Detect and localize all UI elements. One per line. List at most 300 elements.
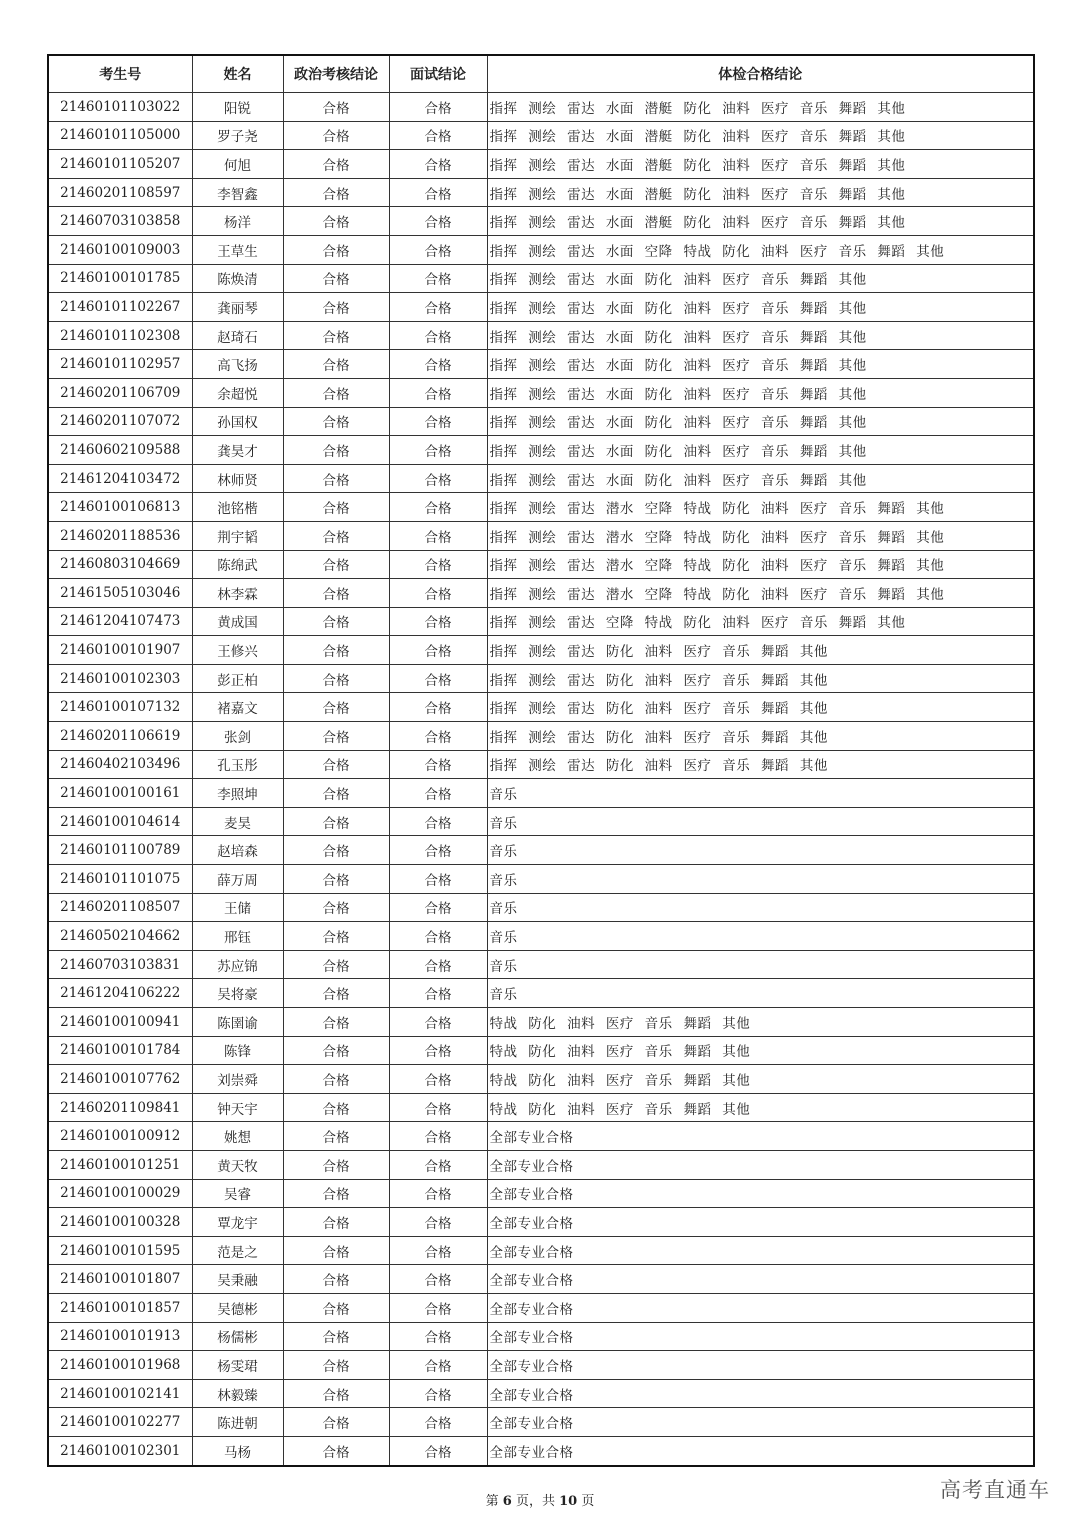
cell-physical-exam: 指挥 测绘 雷达 水面 防化 油料 医疗 音乐 舞蹈 其他 <box>487 464 1034 493</box>
header-exam-number: 考生号 <box>48 55 192 93</box>
table-row <box>48 979 1034 1008</box>
cell-exam-number: 21460100102303 <box>48 664 192 693</box>
watermark-text: 高考直通车 <box>940 1478 1050 1502</box>
cell-interview: 合格 <box>389 207 487 236</box>
cell-exam-number: 21460100101807 <box>48 1265 192 1294</box>
table-row <box>48 436 1034 465</box>
cell-name: 陈焕清 <box>192 264 283 293</box>
cell-political-review: 合格 <box>283 1379 389 1408</box>
cell-physical-exam: 特战 防化 油料 医疗 音乐 舞蹈 其他 <box>487 1008 1034 1037</box>
cell-physical-exam: 指挥 测绘 雷达 空降 特战 防化 油料 医疗 音乐 舞蹈 其他 <box>487 607 1034 636</box>
cell-physical-exam: 指挥 测绘 雷达 防化 油料 医疗 音乐 舞蹈 其他 <box>487 693 1034 722</box>
cell-exam-number: 21460100101857 <box>48 1293 192 1322</box>
cell-political-review: 合格 <box>283 464 389 493</box>
cell-physical-exam: 全部专业合格 <box>487 1122 1034 1151</box>
cell-political-review: 合格 <box>283 550 389 579</box>
cell-exam-number: 21460100100912 <box>48 1122 192 1151</box>
table-row <box>48 1065 1034 1094</box>
cell-physical-exam: 指挥 测绘 雷达 潜水 空降 特战 防化 油料 医疗 音乐 舞蹈 其他 <box>487 579 1034 608</box>
cell-name: 褚嘉文 <box>192 693 283 722</box>
cell-name: 王修兴 <box>192 636 283 665</box>
table-row <box>48 1408 1034 1437</box>
cell-physical-exam: 指挥 测绘 雷达 水面 空降 特战 防化 油料 医疗 音乐 舞蹈 其他 <box>487 235 1034 264</box>
cell-physical-exam: 指挥 测绘 雷达 水面 潜艇 防化 油料 医疗 音乐 舞蹈 其他 <box>487 178 1034 207</box>
table-row <box>48 1322 1034 1351</box>
cell-interview: 合格 <box>389 1293 487 1322</box>
cell-physical-exam: 音乐 <box>487 865 1034 894</box>
cell-name: 孙国权 <box>192 407 283 436</box>
cell-interview: 合格 <box>389 693 487 722</box>
cell-name: 杨洋 <box>192 207 283 236</box>
cell-interview: 合格 <box>389 436 487 465</box>
cell-political-review: 合格 <box>283 607 389 636</box>
cell-political-review: 合格 <box>283 1265 389 1294</box>
footer-prefix: 第 <box>485 1494 499 1509</box>
cell-physical-exam: 全部专业合格 <box>487 1351 1034 1380</box>
cell-interview: 合格 <box>389 1179 487 1208</box>
cell-name: 邢钰 <box>192 922 283 951</box>
cell-physical-exam: 全部专业合格 <box>487 1150 1034 1179</box>
cell-political-review: 合格 <box>283 664 389 693</box>
cell-name: 范是之 <box>192 1236 283 1265</box>
cell-political-review: 合格 <box>283 750 389 779</box>
cell-physical-exam: 指挥 测绘 雷达 水面 潜艇 防化 油料 医疗 音乐 舞蹈 其他 <box>487 93 1034 122</box>
cell-interview: 合格 <box>389 979 487 1008</box>
cell-exam-number: 21460100102141 <box>48 1379 192 1408</box>
cell-political-review: 合格 <box>283 521 389 550</box>
cell-physical-exam: 全部专业合格 <box>487 1436 1034 1465</box>
table-row <box>48 1122 1034 1151</box>
cell-physical-exam: 指挥 测绘 雷达 潜水 空降 特战 防化 油料 医疗 音乐 舞蹈 其他 <box>487 521 1034 550</box>
cell-exam-number: 21460101105207 <box>48 150 192 179</box>
cell-exam-number: 21460100101595 <box>48 1236 192 1265</box>
cell-political-review: 合格 <box>283 1065 389 1094</box>
table-row <box>48 865 1034 894</box>
cell-physical-exam: 指挥 测绘 雷达 潜水 空降 特战 防化 油料 医疗 音乐 舞蹈 其他 <box>487 493 1034 522</box>
cell-political-review: 合格 <box>283 1008 389 1037</box>
table-row <box>48 1179 1034 1208</box>
cell-physical-exam: 指挥 测绘 雷达 水面 防化 油料 医疗 音乐 舞蹈 其他 <box>487 378 1034 407</box>
cell-interview: 合格 <box>389 750 487 779</box>
cell-physical-exam: 全部专业合格 <box>487 1236 1034 1265</box>
table-row <box>48 1436 1034 1465</box>
cell-political-review: 合格 <box>283 493 389 522</box>
cell-physical-exam: 全部专业合格 <box>487 1293 1034 1322</box>
cell-physical-exam: 指挥 测绘 雷达 防化 油料 医疗 音乐 舞蹈 其他 <box>487 722 1034 751</box>
cell-interview: 合格 <box>389 779 487 808</box>
table-row <box>48 579 1034 608</box>
cell-interview: 合格 <box>389 264 487 293</box>
table-row <box>48 893 1034 922</box>
cell-exam-number: 21460602109588 <box>48 436 192 465</box>
cell-name: 林李霖 <box>192 579 283 608</box>
cell-physical-exam: 音乐 <box>487 807 1034 836</box>
cell-political-review: 合格 <box>283 436 389 465</box>
cell-interview: 合格 <box>389 1208 487 1237</box>
cell-name: 何旭 <box>192 150 283 179</box>
cell-exam-number: 21460201106619 <box>48 722 192 751</box>
cell-name: 余超悦 <box>192 378 283 407</box>
cell-political-review: 合格 <box>283 378 389 407</box>
table-row <box>48 922 1034 951</box>
cell-name: 林师贤 <box>192 464 283 493</box>
cell-physical-exam: 特战 防化 油料 医疗 音乐 舞蹈 其他 <box>487 1065 1034 1094</box>
cell-exam-number: 21460100101784 <box>48 1036 192 1065</box>
table-header-row <box>48 55 1034 93</box>
footer-total-pages: 10 <box>559 1494 578 1509</box>
header-name: 姓名 <box>192 55 283 93</box>
cell-political-review: 合格 <box>283 1036 389 1065</box>
table-row <box>48 1036 1034 1065</box>
cell-exam-number: 21460703103831 <box>48 950 192 979</box>
cell-political-review: 合格 <box>283 922 389 951</box>
header-physical-exam: 体检合格结论 <box>487 55 1034 93</box>
cell-physical-exam: 特战 防化 油料 医疗 音乐 舞蹈 其他 <box>487 1036 1034 1065</box>
table-row <box>48 93 1034 122</box>
cell-exam-number: 21461204106222 <box>48 979 192 1008</box>
cell-political-review: 合格 <box>283 150 389 179</box>
cell-political-review: 合格 <box>283 893 389 922</box>
cell-name: 龚丽琴 <box>192 293 283 322</box>
cell-exam-number: 21460100101907 <box>48 636 192 665</box>
cell-interview: 合格 <box>389 407 487 436</box>
cell-political-review: 合格 <box>283 207 389 236</box>
cell-name: 钟天宇 <box>192 1093 283 1122</box>
cell-interview: 合格 <box>389 893 487 922</box>
table-row <box>48 521 1034 550</box>
cell-political-review: 合格 <box>283 1436 389 1465</box>
cell-political-review: 合格 <box>283 1179 389 1208</box>
cell-exam-number: 21460101101075 <box>48 865 192 894</box>
table-row <box>48 836 1034 865</box>
cell-name: 黄成国 <box>192 607 283 636</box>
cell-interview: 合格 <box>389 722 487 751</box>
table-row <box>48 178 1034 207</box>
cell-physical-exam: 音乐 <box>487 779 1034 808</box>
cell-name: 荆宇韬 <box>192 521 283 550</box>
table-row <box>48 750 1034 779</box>
cell-interview: 合格 <box>389 378 487 407</box>
cell-interview: 合格 <box>389 579 487 608</box>
cell-name: 高飞扬 <box>192 350 283 379</box>
cell-physical-exam: 指挥 测绘 雷达 水面 防化 油料 医疗 音乐 舞蹈 其他 <box>487 293 1034 322</box>
cell-exam-number: 21460100101913 <box>48 1322 192 1351</box>
results-sheet <box>47 54 1033 1467</box>
cell-physical-exam: 指挥 测绘 雷达 水面 防化 油料 医疗 音乐 舞蹈 其他 <box>487 436 1034 465</box>
table-row <box>48 121 1034 150</box>
cell-name: 吴睿 <box>192 1179 283 1208</box>
cell-political-review: 合格 <box>283 1208 389 1237</box>
cell-physical-exam: 全部专业合格 <box>487 1179 1034 1208</box>
cell-exam-number: 21461204107473 <box>48 607 192 636</box>
cell-interview: 合格 <box>389 493 487 522</box>
cell-physical-exam: 特战 防化 油料 医疗 音乐 舞蹈 其他 <box>487 1093 1034 1122</box>
cell-interview: 合格 <box>389 664 487 693</box>
cell-political-review: 合格 <box>283 1093 389 1122</box>
cell-physical-exam: 全部专业合格 <box>487 1379 1034 1408</box>
cell-exam-number: 21460100107762 <box>48 1065 192 1094</box>
cell-interview: 合格 <box>389 150 487 179</box>
cell-name: 吴将豪 <box>192 979 283 1008</box>
cell-name: 苏应锦 <box>192 950 283 979</box>
table-row <box>48 1208 1034 1237</box>
cell-exam-number: 21460100100029 <box>48 1179 192 1208</box>
cell-name: 姚想 <box>192 1122 283 1151</box>
cell-name: 吴秉融 <box>192 1265 283 1294</box>
cell-exam-number: 21460101100789 <box>48 836 192 865</box>
table-row <box>48 1150 1034 1179</box>
table-row <box>48 607 1034 636</box>
cell-political-review: 合格 <box>283 579 389 608</box>
cell-physical-exam: 指挥 测绘 雷达 防化 油料 医疗 音乐 舞蹈 其他 <box>487 636 1034 665</box>
cell-exam-number: 21460803104669 <box>48 550 192 579</box>
cell-name: 薛万周 <box>192 865 283 894</box>
cell-interview: 合格 <box>389 1379 487 1408</box>
cell-interview: 合格 <box>389 235 487 264</box>
table-row <box>48 350 1034 379</box>
cell-name: 龚昊才 <box>192 436 283 465</box>
cell-exam-number: 21460201108507 <box>48 893 192 922</box>
table-row <box>48 550 1034 579</box>
cell-political-review: 合格 <box>283 1236 389 1265</box>
cell-name: 罗子尧 <box>192 121 283 150</box>
cell-political-review: 合格 <box>283 865 389 894</box>
table-row <box>48 693 1034 722</box>
table-row <box>48 1351 1034 1380</box>
cell-name: 孔玉彤 <box>192 750 283 779</box>
cell-interview: 合格 <box>389 807 487 836</box>
cell-political-review: 合格 <box>283 693 389 722</box>
cell-interview: 合格 <box>389 121 487 150</box>
cell-physical-exam: 指挥 测绘 雷达 水面 防化 油料 医疗 音乐 舞蹈 其他 <box>487 350 1034 379</box>
cell-interview: 合格 <box>389 636 487 665</box>
cell-exam-number: 21460100104614 <box>48 807 192 836</box>
cell-political-review: 合格 <box>283 807 389 836</box>
cell-political-review: 合格 <box>283 836 389 865</box>
cell-interview: 合格 <box>389 865 487 894</box>
table-row <box>48 950 1034 979</box>
table-row <box>48 321 1034 350</box>
cell-name: 阳锐 <box>192 93 283 122</box>
cell-interview: 合格 <box>389 1065 487 1094</box>
table-row <box>48 207 1034 236</box>
cell-name: 王储 <box>192 893 283 922</box>
cell-exam-number: 21460201109841 <box>48 1093 192 1122</box>
cell-physical-exam: 指挥 测绘 雷达 潜水 空降 特战 防化 油料 医疗 音乐 舞蹈 其他 <box>487 550 1034 579</box>
table-row <box>48 1265 1034 1294</box>
cell-interview: 合格 <box>389 1122 487 1151</box>
cell-political-review: 合格 <box>283 1293 389 1322</box>
cell-name: 池铭楷 <box>192 493 283 522</box>
cell-political-review: 合格 <box>283 235 389 264</box>
cell-physical-exam: 指挥 测绘 雷达 水面 潜艇 防化 油料 医疗 音乐 舞蹈 其他 <box>487 150 1034 179</box>
cell-name: 彭正柏 <box>192 664 283 693</box>
cell-exam-number: 21460101102308 <box>48 321 192 350</box>
cell-exam-number: 21460100109003 <box>48 235 192 264</box>
cell-exam-number: 21460101103022 <box>48 93 192 122</box>
cell-name: 吴德彬 <box>192 1293 283 1322</box>
cell-political-review: 合格 <box>283 779 389 808</box>
table-body <box>48 93 1034 1466</box>
cell-name: 张剑 <box>192 722 283 751</box>
table-row <box>48 636 1034 665</box>
cell-physical-exam: 指挥 测绘 雷达 水面 潜艇 防化 油料 医疗 音乐 舞蹈 其他 <box>487 121 1034 150</box>
cell-exam-number: 21460101102267 <box>48 293 192 322</box>
cell-interview: 合格 <box>389 550 487 579</box>
cell-exam-number: 21461505103046 <box>48 579 192 608</box>
table-row <box>48 1008 1034 1037</box>
cell-exam-number: 21460703103858 <box>48 207 192 236</box>
cell-exam-number: 21460101102957 <box>48 350 192 379</box>
table-row <box>48 235 1034 264</box>
cell-name: 林毅臻 <box>192 1379 283 1408</box>
cell-interview: 合格 <box>389 321 487 350</box>
cell-physical-exam: 指挥 测绘 雷达 防化 油料 医疗 音乐 舞蹈 其他 <box>487 750 1034 779</box>
cell-name: 马杨 <box>192 1436 283 1465</box>
header-interview: 面试结论 <box>389 55 487 93</box>
cell-exam-number: 21460100102301 <box>48 1436 192 1465</box>
cell-name: 覃龙宇 <box>192 1208 283 1237</box>
cell-political-review: 合格 <box>283 1408 389 1437</box>
cell-name: 陈进朝 <box>192 1408 283 1437</box>
table-row <box>48 150 1034 179</box>
table-row <box>48 779 1034 808</box>
cell-physical-exam: 指挥 测绘 雷达 水面 防化 油料 医疗 音乐 舞蹈 其他 <box>487 407 1034 436</box>
cell-exam-number: 21461204103472 <box>48 464 192 493</box>
cell-exam-number: 21460201107072 <box>48 407 192 436</box>
cell-political-review: 合格 <box>283 93 389 122</box>
cell-exam-number: 21460402103496 <box>48 750 192 779</box>
cell-name: 黄天牧 <box>192 1150 283 1179</box>
cell-interview: 合格 <box>389 93 487 122</box>
cell-exam-number: 21460502104662 <box>48 922 192 951</box>
cell-interview: 合格 <box>389 293 487 322</box>
table-row <box>48 722 1034 751</box>
table-row <box>48 293 1034 322</box>
cell-interview: 合格 <box>389 836 487 865</box>
cell-physical-exam: 指挥 测绘 雷达 水面 潜艇 防化 油料 医疗 音乐 舞蹈 其他 <box>487 207 1034 236</box>
table-row <box>48 264 1034 293</box>
cell-name: 杨儒彬 <box>192 1322 283 1351</box>
cell-interview: 合格 <box>389 1150 487 1179</box>
cell-name: 赵培森 <box>192 836 283 865</box>
cell-political-review: 合格 <box>283 722 389 751</box>
cell-political-review: 合格 <box>283 407 389 436</box>
cell-political-review: 合格 <box>283 950 389 979</box>
cell-exam-number: 21460100107132 <box>48 693 192 722</box>
cell-interview: 合格 <box>389 1236 487 1265</box>
cell-exam-number: 21460100100941 <box>48 1008 192 1037</box>
cell-political-review: 合格 <box>283 121 389 150</box>
cell-physical-exam: 音乐 <box>487 922 1034 951</box>
cell-interview: 合格 <box>389 607 487 636</box>
cell-political-review: 合格 <box>283 264 389 293</box>
cell-name: 赵琦石 <box>192 321 283 350</box>
cell-political-review: 合格 <box>283 636 389 665</box>
table-row <box>48 1379 1034 1408</box>
cell-political-review: 合格 <box>283 979 389 1008</box>
cell-name: 麦昊 <box>192 807 283 836</box>
cell-interview: 合格 <box>389 1351 487 1380</box>
cell-name: 陈圉谕 <box>192 1008 283 1037</box>
cell-political-review: 合格 <box>283 1122 389 1151</box>
cell-exam-number: 21460201188536 <box>48 521 192 550</box>
table-row <box>48 407 1034 436</box>
cell-physical-exam: 音乐 <box>487 950 1034 979</box>
cell-name: 李照坤 <box>192 779 283 808</box>
cell-interview: 合格 <box>389 1093 487 1122</box>
footer-middle: 页，共 <box>515 1494 555 1509</box>
cell-political-review: 合格 <box>283 1351 389 1380</box>
page-footer <box>0 1490 1080 1509</box>
cell-interview: 合格 <box>389 1408 487 1437</box>
cell-name: 杨雯珺 <box>192 1351 283 1380</box>
cell-name: 李智鑫 <box>192 178 283 207</box>
cell-exam-number: 21460201108597 <box>48 178 192 207</box>
footer-page-number: 6 <box>502 1494 512 1509</box>
table-row <box>48 1236 1034 1265</box>
cell-interview: 合格 <box>389 922 487 951</box>
cell-political-review: 合格 <box>283 1322 389 1351</box>
cell-political-review: 合格 <box>283 321 389 350</box>
cell-exam-number: 21460100100328 <box>48 1208 192 1237</box>
cell-name: 陈绵武 <box>192 550 283 579</box>
cell-interview: 合格 <box>389 1008 487 1037</box>
cell-physical-exam: 指挥 测绘 雷达 水面 防化 油料 医疗 音乐 舞蹈 其他 <box>487 321 1034 350</box>
table-row <box>48 378 1034 407</box>
table-row <box>48 807 1034 836</box>
cell-interview: 合格 <box>389 521 487 550</box>
cell-interview: 合格 <box>389 350 487 379</box>
cell-interview: 合格 <box>389 178 487 207</box>
cell-name: 王草生 <box>192 235 283 264</box>
cell-physical-exam: 全部专业合格 <box>487 1208 1034 1237</box>
cell-political-review: 合格 <box>283 178 389 207</box>
cell-physical-exam: 全部专业合格 <box>487 1408 1034 1437</box>
cell-physical-exam: 全部专业合格 <box>487 1322 1034 1351</box>
table-row <box>48 1093 1034 1122</box>
cell-exam-number: 21460101105000 <box>48 121 192 150</box>
cell-interview: 合格 <box>389 1436 487 1465</box>
results-table <box>47 54 1035 1467</box>
cell-interview: 合格 <box>389 1322 487 1351</box>
cell-name: 刘崇舜 <box>192 1065 283 1094</box>
table-row <box>48 1293 1034 1322</box>
cell-interview: 合格 <box>389 464 487 493</box>
cell-political-review: 合格 <box>283 350 389 379</box>
cell-name: 陈锋 <box>192 1036 283 1065</box>
cell-political-review: 合格 <box>283 293 389 322</box>
cell-exam-number: 21460100106813 <box>48 493 192 522</box>
cell-physical-exam: 音乐 <box>487 836 1034 865</box>
cell-physical-exam: 全部专业合格 <box>487 1265 1034 1294</box>
footer-suffix: 页 <box>581 1494 595 1509</box>
table-row <box>48 493 1034 522</box>
table-row <box>48 464 1034 493</box>
cell-exam-number: 21460201106709 <box>48 378 192 407</box>
table-row <box>48 664 1034 693</box>
cell-political-review: 合格 <box>283 1150 389 1179</box>
cell-physical-exam: 指挥 测绘 雷达 水面 防化 油料 医疗 音乐 舞蹈 其他 <box>487 264 1034 293</box>
header-political-review: 政治考核结论 <box>283 55 389 93</box>
cell-interview: 合格 <box>389 950 487 979</box>
cell-interview: 合格 <box>389 1265 487 1294</box>
cell-exam-number: 21460100101251 <box>48 1150 192 1179</box>
cell-physical-exam: 音乐 <box>487 979 1034 1008</box>
cell-exam-number: 21460100100161 <box>48 779 192 808</box>
cell-exam-number: 21460100102277 <box>48 1408 192 1437</box>
cell-exam-number: 21460100101785 <box>48 264 192 293</box>
